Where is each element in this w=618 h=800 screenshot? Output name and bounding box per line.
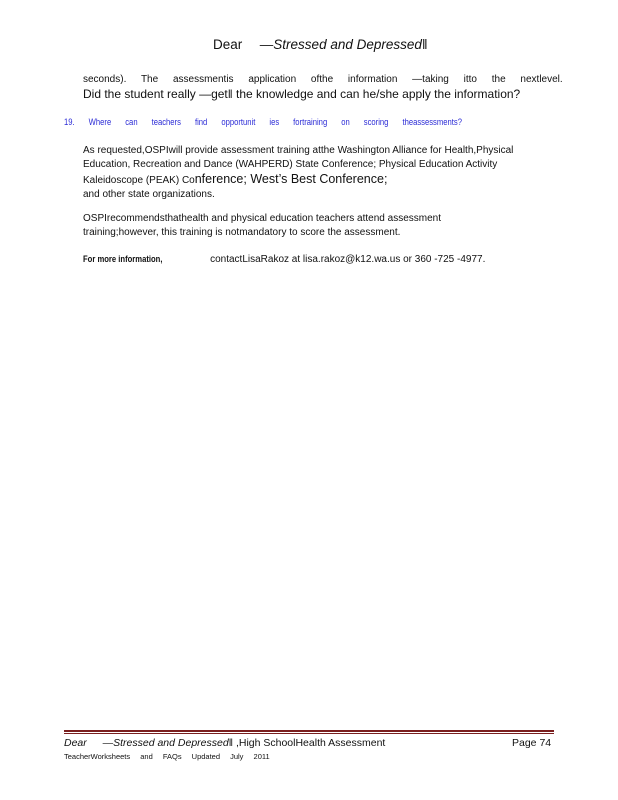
header-dear: Dear — [213, 37, 243, 52]
page-header — [213, 37, 427, 52]
header-title: —Stressed and Depressed‖ — [259, 37, 428, 52]
footer-divider-thick — [64, 730, 554, 732]
paragraph-1-text: As requested,OSPIwill provide assessment training atthe Washington Alliance for Health,Physical Education, Recreation and Dance (WAHPERD) State Conference; Physical Education Activity Kaleidoscope (PEAK) Co — [83, 145, 514, 186]
paragraph-1-end: and other state organizations. — [83, 189, 215, 200]
answer-paragraph-1 — [83, 144, 533, 202]
footer-course: ,High SchoolHealth Assessment — [235, 737, 386, 749]
contact-details: contactLisaRakoz at lisa.rakoz@k12.wa.us or 360 -725 -4977. — [210, 254, 486, 265]
body-line-1: seconds). The assessmentis application ofthe information —taking itto the nextlevel. — [83, 74, 563, 85]
footer-dear: Dear — [64, 737, 87, 749]
question-19 — [64, 117, 462, 127]
footer-divider-thin — [64, 733, 554, 734]
answer-paragraph-2: OSPIrecommendsthathealth and physical education teachers attend assessment training;however, this training is notmandatory to score the assessment. — [83, 213, 441, 238]
body-line-2: Did the student really —get‖ the knowledge and can he/she apply the information? — [83, 87, 521, 101]
footer-subtitle: TeacherWorksheets and FAQs Updated July 2011 — [64, 752, 270, 761]
page-number: Page 74 — [512, 737, 552, 749]
paragraph-1-large-text: nference; West’s Best Conference; — [194, 172, 388, 186]
contact-line — [83, 254, 485, 265]
question-text: Where can teachers find opportunit ies fortraining on scoring theassessments? — [88, 117, 462, 127]
footer-document-title: —Stressed and Depressed‖ — [102, 737, 234, 749]
contact-lead: For more information, — [83, 254, 163, 264]
footer-title — [64, 737, 385, 749]
question-number: 19. — [64, 117, 75, 127]
